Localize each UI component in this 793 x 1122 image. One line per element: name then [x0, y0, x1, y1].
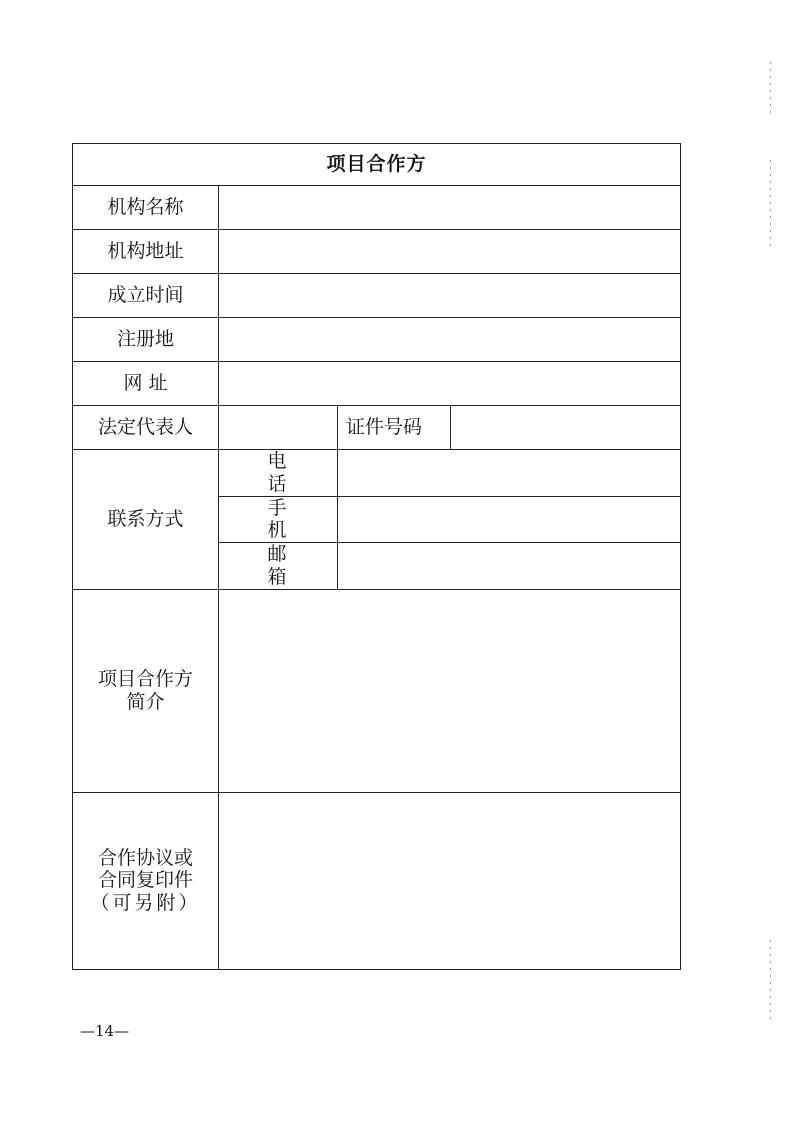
intro-label-line2: 简介	[126, 690, 165, 713]
contract-field[interactable]	[219, 792, 681, 969]
established-field[interactable]	[219, 274, 681, 318]
id-number-label: 证件号码	[338, 406, 451, 450]
partner-form-table	[72, 143, 681, 970]
scan-edge-mark	[770, 160, 771, 250]
email-label: 邮 箱	[219, 543, 338, 590]
intro-field[interactable]	[219, 589, 681, 792]
org-name-field[interactable]	[219, 186, 681, 230]
email-field[interactable]	[338, 543, 681, 590]
contract-label-note: （可另附）	[90, 892, 201, 915]
org-address-field[interactable]	[219, 230, 681, 274]
contract-label-line1: 合作协议或	[97, 846, 193, 869]
intro-label	[73, 589, 219, 792]
phone-label: 电 话	[219, 450, 338, 497]
intro-label-line1: 项目合作方	[97, 667, 193, 690]
contract-label	[73, 792, 219, 969]
contract-label-line2: 合同复印件	[97, 869, 193, 892]
legal-rep-label: 法定代表人	[73, 406, 219, 450]
established-label: 成立时间	[73, 274, 219, 318]
form-title: 项目合作方	[73, 144, 681, 186]
website-label: 网 址	[73, 362, 219, 406]
website-field[interactable]	[219, 362, 681, 406]
org-name-label: 机构名称	[73, 186, 219, 230]
registered-place-label: 注册地	[73, 318, 219, 362]
legal-rep-field[interactable]	[219, 406, 338, 450]
mobile-label: 手 机	[219, 496, 338, 543]
org-address-label: 机构地址	[73, 230, 219, 274]
mobile-field[interactable]	[338, 496, 681, 543]
contact-label: 联系方式	[73, 450, 219, 590]
phone-field[interactable]	[338, 450, 681, 497]
scan-edge-mark	[770, 62, 771, 118]
scan-edge-mark	[770, 940, 771, 1020]
page-number: —14—	[80, 1022, 130, 1040]
id-number-field[interactable]	[451, 406, 681, 450]
registered-place-field[interactable]	[219, 318, 681, 362]
